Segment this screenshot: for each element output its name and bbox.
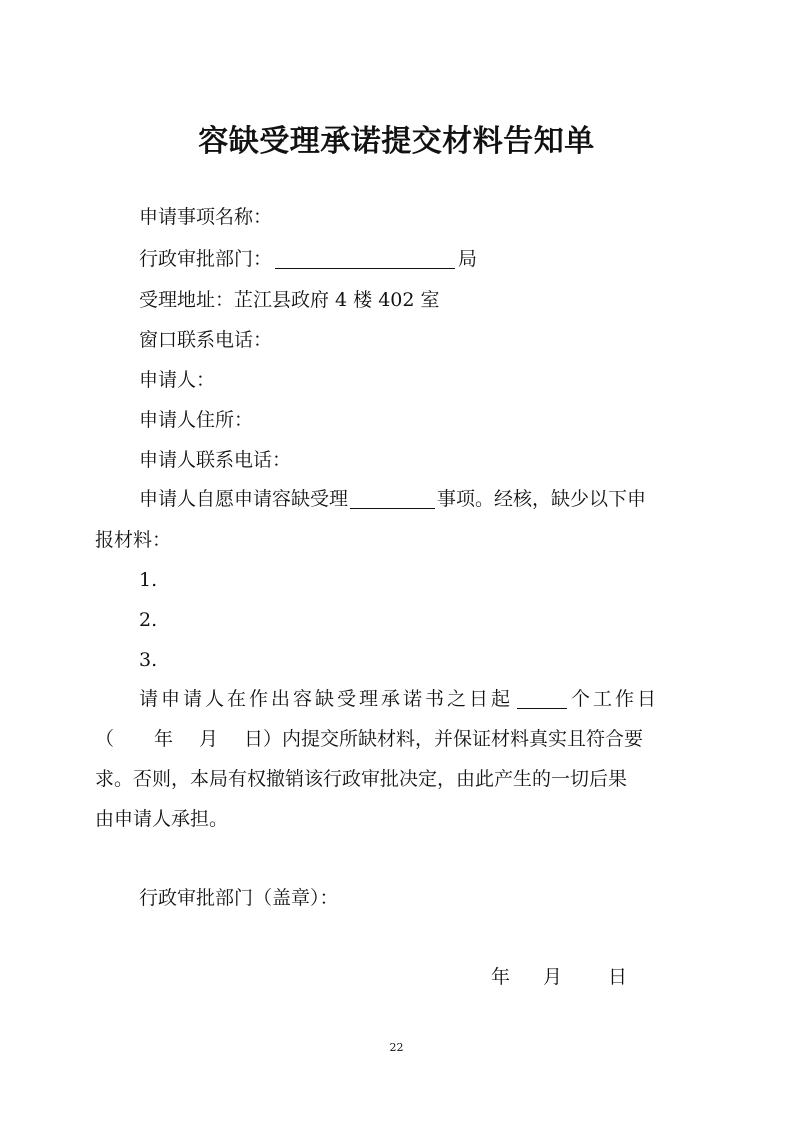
commitment-line-3: 求。否则，本局有权撤销该行政审批决定，由此产生的一切后果: [95, 768, 628, 790]
date-day: 日: [608, 966, 628, 988]
commitment-line1-post: 个工作日: [571, 688, 660, 710]
statement-line-2: 报材料：: [95, 529, 172, 551]
applicant-address-field: 申请人住所：: [139, 409, 254, 431]
commitment-line-4: 由申请人承担。: [95, 808, 229, 830]
dept-suffix: 局: [458, 248, 478, 270]
dept-blank: [275, 248, 455, 269]
applicant-phone-field: 申请人联系电话：: [139, 449, 292, 471]
material-item-2: 2.: [139, 609, 158, 631]
page-number: 22: [389, 1041, 404, 1054]
page-title: 容缺受理承诺提交材料告知单: [198, 124, 595, 159]
commitment-year: 年: [154, 728, 174, 750]
address-field: 受理地址：芷江县政府 4 楼 402 室: [139, 289, 440, 311]
date-month: 月: [543, 966, 563, 988]
days-blank: [517, 688, 567, 709]
applicant-field: 申请人：: [139, 369, 216, 391]
window-phone-field: 窗口联系电话：: [139, 329, 273, 351]
item-name-field: 申请事项名称：: [139, 206, 273, 228]
date-year: 年: [491, 966, 511, 988]
seal-label: 行政审批部门（盖章）：: [139, 887, 339, 909]
statement-part1: 申请人自愿申请容缺受理: [139, 488, 349, 510]
commitment-line1-pre: 请申请人在作出容缺受理承诺书之日起: [139, 688, 514, 710]
commitment-line-2: [95, 727, 643, 751]
commitment-open-paren: （: [95, 728, 115, 750]
statement-part2: 事项。经核，缺少以下申: [437, 488, 647, 510]
commitment-line-1: [139, 687, 659, 711]
item-blank: [350, 488, 435, 509]
commitment-day-rest: 日）内提交所缺材料，并保证材料真实且符合要: [244, 728, 644, 750]
dept-field: [139, 247, 477, 271]
commitment-month: 月: [199, 728, 219, 750]
material-item-1: 1.: [139, 569, 158, 591]
statement-line-1: [139, 487, 646, 511]
material-item-3: 3.: [139, 649, 158, 671]
dept-label: 行政审批部门：: [139, 248, 273, 270]
